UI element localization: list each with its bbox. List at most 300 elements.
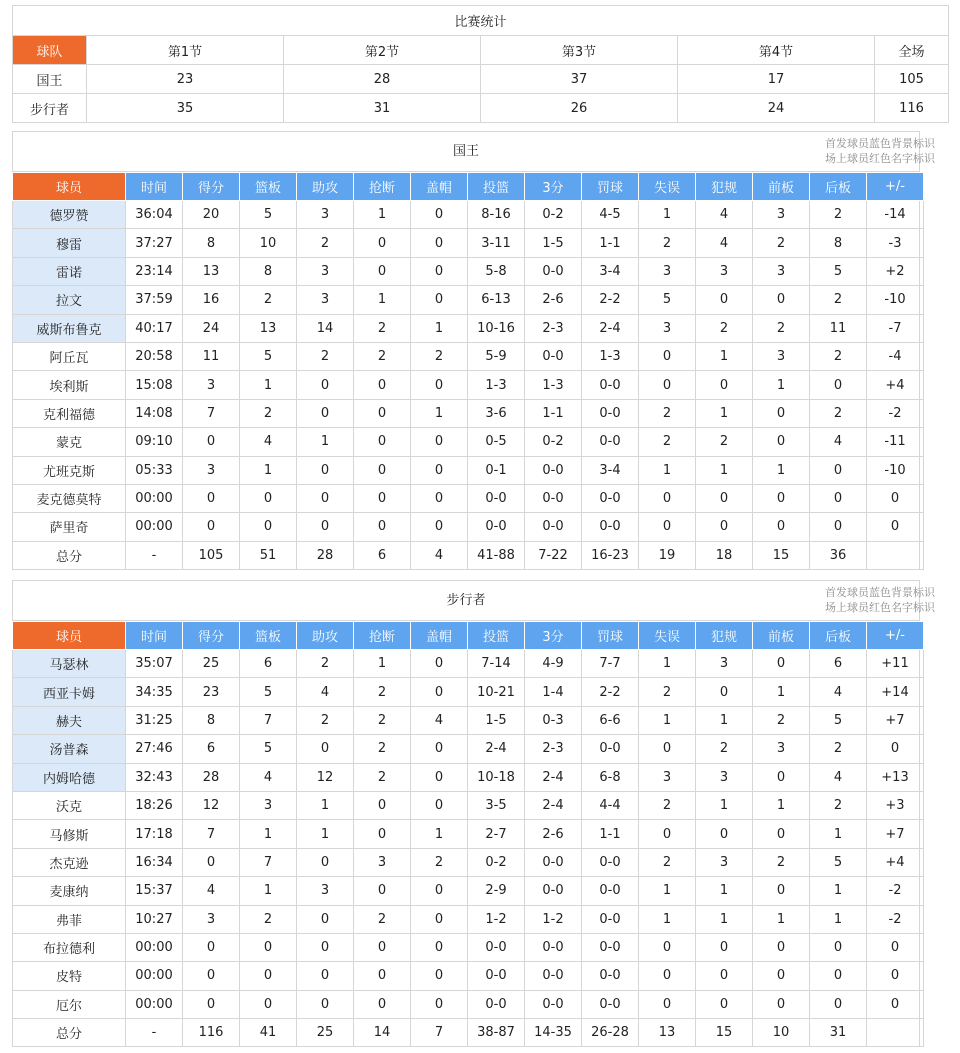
stat-cell: 7 (183, 820, 240, 848)
player-name: 麦康纳 (13, 877, 126, 905)
stat-cell: 0 (297, 933, 354, 961)
stat-cell: 0 (696, 933, 753, 961)
player-name: 马瑟林 (13, 650, 126, 678)
player-name: 汤普森 (13, 735, 126, 763)
stat-cell: 7 (240, 706, 297, 734)
stat-cell: 0 (297, 513, 354, 541)
summary-header-q4: 第4节 (678, 36, 875, 65)
summary-header-team: 球队 (13, 36, 87, 65)
player-name: 雷诺 (13, 257, 126, 285)
stat-cell: 0 (867, 990, 924, 1018)
stat-cell: -3 (867, 229, 924, 257)
stat-cell: 6-8 (582, 763, 639, 791)
stat-cell: 2 (354, 763, 411, 791)
total-label: 总分 (13, 541, 126, 569)
stat-cell: 0-0 (582, 428, 639, 456)
stat-cell: 1-3 (582, 342, 639, 370)
stat-cell: 0 (297, 735, 354, 763)
player-name: 德罗赞 (13, 201, 126, 229)
player-name: 埃利斯 (13, 371, 126, 399)
stat-cell: 0 (867, 513, 924, 541)
stat-cell: 0 (183, 933, 240, 961)
stat-cell: 5 (639, 286, 696, 314)
stat-cell: 8-16 (468, 201, 525, 229)
stat-cell: 3-5 (468, 791, 525, 819)
player-row (13, 342, 924, 370)
stat-cell: 0-0 (468, 990, 525, 1018)
stat-cell: 0 (411, 428, 468, 456)
stat-cell: 0-0 (525, 877, 582, 905)
stats-header-row (13, 173, 924, 201)
stat-cell: 3 (639, 257, 696, 285)
stat-cell: 2 (753, 314, 810, 342)
player-name: 拉文 (13, 286, 126, 314)
stat-cell: 3-4 (582, 257, 639, 285)
stat-cell: 4 (240, 763, 297, 791)
stat-cell: 0 (639, 342, 696, 370)
stat-cell: +14 (867, 678, 924, 706)
stat-cell: 15:37 (126, 877, 183, 905)
stat-cell: 0-0 (468, 962, 525, 990)
summary-team-name: 国王 (13, 65, 87, 94)
stat-cell: -14 (867, 201, 924, 229)
stat-cell: 2-4 (582, 314, 639, 342)
stat-cell: 11 (810, 314, 867, 342)
stat-cell: 0 (411, 905, 468, 933)
stat-cell: 2 (297, 650, 354, 678)
stat-cell: 0 (810, 933, 867, 961)
stat-cell: 1 (297, 820, 354, 848)
stat-cell: 0-3 (525, 706, 582, 734)
summary-cell: 35 (87, 94, 284, 123)
stat-cell: 5 (240, 735, 297, 763)
stat-cell: 0-0 (468, 513, 525, 541)
player-row (13, 735, 924, 763)
stat-cell: 4 (810, 763, 867, 791)
column-header: +/- (867, 173, 924, 201)
player-row (13, 257, 924, 285)
column-header: 篮板 (240, 622, 297, 650)
player-name: 克利福德 (13, 399, 126, 427)
stat-cell: 4 (696, 201, 753, 229)
stat-cell: 2 (354, 314, 411, 342)
stat-cell: 4 (810, 678, 867, 706)
total-cell: 51 (240, 541, 297, 569)
stat-cell: 0 (183, 962, 240, 990)
stat-cell: 0 (354, 820, 411, 848)
stat-cell: 3-4 (582, 456, 639, 484)
stat-cell: +11 (867, 650, 924, 678)
stat-cell: 16 (183, 286, 240, 314)
summary-cell: 116 (875, 94, 949, 123)
stat-cell: 0 (411, 286, 468, 314)
player-row (13, 820, 924, 848)
stat-cell: 4 (810, 428, 867, 456)
stat-cell: 4 (240, 428, 297, 456)
stat-cell: 1 (639, 650, 696, 678)
stat-cell: +7 (867, 820, 924, 848)
summary-cell: 28 (284, 65, 481, 94)
stat-cell: 0 (639, 990, 696, 1018)
stat-cell: +13 (867, 763, 924, 791)
stat-cell: 1 (639, 456, 696, 484)
legend-note (825, 136, 935, 166)
column-header: 前板 (753, 173, 810, 201)
stat-cell: 0 (411, 763, 468, 791)
total-cell: - (126, 541, 183, 569)
summary-header-q2: 第2节 (284, 36, 481, 65)
summary-title: 比赛统计 (13, 6, 949, 36)
total-cell: 14 (354, 1019, 411, 1047)
player-row (13, 456, 924, 484)
stat-cell: -4 (867, 342, 924, 370)
stat-cell: 2 (810, 342, 867, 370)
stat-cell: 3 (354, 848, 411, 876)
stat-cell: 0-0 (525, 848, 582, 876)
player-name: 杰克逊 (13, 848, 126, 876)
stat-cell: 10:27 (126, 905, 183, 933)
stat-cell: 2-2 (582, 678, 639, 706)
stat-cell: 12 (183, 791, 240, 819)
player-name: 马修斯 (13, 820, 126, 848)
player-name: 弗菲 (13, 905, 126, 933)
stat-cell: 6 (240, 650, 297, 678)
stat-cell: 5 (240, 201, 297, 229)
stat-cell: 1 (354, 201, 411, 229)
stat-cell: 15:08 (126, 371, 183, 399)
stat-cell: 2 (696, 428, 753, 456)
stat-cell: 2 (639, 229, 696, 257)
player-row (13, 905, 924, 933)
total-cell: 7-22 (525, 541, 582, 569)
stat-cell: 2 (639, 399, 696, 427)
player-name: 尤班克斯 (13, 456, 126, 484)
stat-cell: 0 (810, 456, 867, 484)
stat-cell: 1 (240, 820, 297, 848)
stat-cell: 0 (639, 962, 696, 990)
total-cell: 14-35 (525, 1019, 582, 1047)
stat-cell: 24 (183, 314, 240, 342)
stat-cell: 2-9 (468, 877, 525, 905)
column-header: 投篮 (468, 622, 525, 650)
stat-cell: 2-4 (525, 763, 582, 791)
stat-cell: 3 (639, 763, 696, 791)
stat-cell: 1 (240, 371, 297, 399)
stat-cell: 0-2 (525, 201, 582, 229)
total-row (13, 1019, 924, 1047)
column-header: 球员 (13, 173, 126, 201)
stat-cell: 6 (810, 650, 867, 678)
column-header: 3分 (525, 173, 582, 201)
stat-cell: 0-0 (468, 484, 525, 512)
stat-cell: 1 (753, 456, 810, 484)
stat-cell: 0 (867, 962, 924, 990)
stat-cell: 0 (354, 962, 411, 990)
stat-cell: 1 (753, 678, 810, 706)
summary-cell: 17 (678, 65, 875, 94)
stat-cell: 0-0 (582, 962, 639, 990)
stat-cell: 0 (411, 513, 468, 541)
stat-cell: -11 (867, 428, 924, 456)
stat-cell: 5 (810, 706, 867, 734)
stat-cell: 3 (753, 735, 810, 763)
stat-cell: 3 (297, 257, 354, 285)
player-row (13, 678, 924, 706)
stat-cell: 0-0 (582, 933, 639, 961)
player-row (13, 286, 924, 314)
stat-cell: 1 (696, 791, 753, 819)
player-name: 赫夫 (13, 706, 126, 734)
summary-cell: 24 (678, 94, 875, 123)
stat-cell: 0 (753, 650, 810, 678)
column-header: 犯规 (696, 173, 753, 201)
panel-header (13, 581, 935, 621)
stat-cell: 00:00 (126, 933, 183, 961)
stat-cell: 2 (297, 706, 354, 734)
stat-cell: 2 (354, 678, 411, 706)
stat-cell: 1-2 (468, 905, 525, 933)
column-header: 时间 (126, 173, 183, 201)
stat-cell: -2 (867, 399, 924, 427)
stat-cell: 1 (696, 399, 753, 427)
stat-cell: 0 (753, 513, 810, 541)
player-row (13, 484, 924, 512)
stat-cell: 3 (297, 877, 354, 905)
stat-cell: 0 (411, 257, 468, 285)
stat-cell: 12 (297, 763, 354, 791)
stat-cell: 00:00 (126, 990, 183, 1018)
stat-cell: 23 (183, 678, 240, 706)
player-row (13, 399, 924, 427)
stat-cell: 3 (639, 314, 696, 342)
stat-cell: 0 (354, 990, 411, 1018)
stat-cell: 2 (354, 735, 411, 763)
stat-cell: 0 (696, 286, 753, 314)
stat-cell: +4 (867, 371, 924, 399)
stats-header-row (13, 622, 924, 650)
total-cell: 36 (810, 541, 867, 569)
stat-cell: 2 (240, 286, 297, 314)
stat-cell: 0-0 (582, 905, 639, 933)
stat-cell: 1 (753, 371, 810, 399)
stat-cell: 3 (240, 791, 297, 819)
stat-cell: 2-3 (525, 735, 582, 763)
stat-cell: 0 (411, 201, 468, 229)
stat-cell: 0 (867, 735, 924, 763)
stat-cell: 0 (354, 428, 411, 456)
stat-cell: 3-11 (468, 229, 525, 257)
stat-cell: -10 (867, 456, 924, 484)
stat-cell: 1 (810, 877, 867, 905)
stat-cell: 1 (810, 820, 867, 848)
stat-cell: 10 (240, 229, 297, 257)
stat-cell: 7 (240, 848, 297, 876)
stat-cell: 0 (411, 456, 468, 484)
stat-cell: 31:25 (126, 706, 183, 734)
stat-cell: 0-0 (468, 933, 525, 961)
stat-cell: 3 (753, 201, 810, 229)
stat-cell: 0 (297, 848, 354, 876)
legend-note-starter: 首发球员蓝色背景标识 (825, 137, 935, 150)
player-row (13, 314, 924, 342)
stat-cell: 4 (411, 706, 468, 734)
stat-cell: 10-16 (468, 314, 525, 342)
stat-cell: 0 (696, 513, 753, 541)
stat-cell: 2 (810, 791, 867, 819)
stat-cell: 0-0 (582, 484, 639, 512)
stat-cell: 0 (411, 678, 468, 706)
team-stats-panel (12, 580, 935, 1047)
stat-cell: 1-3 (525, 371, 582, 399)
stat-cell: 0 (411, 962, 468, 990)
column-header: 抢断 (354, 173, 411, 201)
stat-cell: 0 (183, 848, 240, 876)
stat-cell: 0-0 (582, 990, 639, 1018)
stat-cell: 0-0 (525, 513, 582, 541)
stat-cell: 0 (753, 820, 810, 848)
stat-cell: 37:59 (126, 286, 183, 314)
column-header: 盖帽 (411, 622, 468, 650)
player-name: 蒙克 (13, 428, 126, 456)
stat-cell: 2 (639, 678, 696, 706)
summary-header-q3: 第3节 (481, 36, 678, 65)
stat-cell: 3 (696, 848, 753, 876)
stat-cell: 4 (696, 229, 753, 257)
stat-cell: 10-21 (468, 678, 525, 706)
stat-cell: 36:04 (126, 201, 183, 229)
stat-cell: 0 (753, 990, 810, 1018)
stat-cell: 1-1 (582, 229, 639, 257)
player-row (13, 848, 924, 876)
stat-cell: 14 (297, 314, 354, 342)
stat-cell: 1 (639, 706, 696, 734)
stat-cell: 3 (183, 456, 240, 484)
stat-cell: 1 (696, 706, 753, 734)
stat-cell: 0 (411, 735, 468, 763)
stat-cell: 28 (183, 763, 240, 791)
column-header: 时间 (126, 622, 183, 650)
stat-cell: 1 (696, 877, 753, 905)
legend-note (825, 585, 935, 615)
player-row (13, 229, 924, 257)
stat-cell: 7-14 (468, 650, 525, 678)
stat-cell: 1 (639, 877, 696, 905)
stat-cell: 0 (696, 820, 753, 848)
stat-cell: 1 (411, 399, 468, 427)
column-header: 后板 (810, 622, 867, 650)
player-row (13, 763, 924, 791)
stat-cell: 0 (411, 990, 468, 1018)
total-cell: 19 (639, 541, 696, 569)
stat-cell: 2-6 (525, 820, 582, 848)
player-row (13, 877, 924, 905)
column-header: 盖帽 (411, 173, 468, 201)
stat-cell: 0-0 (525, 456, 582, 484)
team-stats-panel (12, 131, 935, 570)
total-cell: 26-28 (582, 1019, 639, 1047)
column-header: 罚球 (582, 622, 639, 650)
stat-cell: 0 (753, 399, 810, 427)
column-header: 篮板 (240, 173, 297, 201)
stat-cell: 6 (183, 735, 240, 763)
stat-cell: 0 (753, 286, 810, 314)
total-cell: 41-88 (468, 541, 525, 569)
stat-cell: 20:58 (126, 342, 183, 370)
player-stats-table (12, 621, 924, 1047)
player-row (13, 962, 924, 990)
column-header: 助攻 (297, 622, 354, 650)
stat-cell: 5-9 (468, 342, 525, 370)
stat-cell: 1 (411, 820, 468, 848)
stat-cell: 0-0 (582, 848, 639, 876)
stat-cell: 0 (240, 990, 297, 1018)
stat-cell: 3 (753, 342, 810, 370)
stat-cell: 0 (639, 820, 696, 848)
stat-cell: 0 (354, 484, 411, 512)
stat-cell: +3 (867, 791, 924, 819)
stat-cell: 2-2 (582, 286, 639, 314)
stat-cell: 1 (354, 650, 411, 678)
stat-cell: 0 (354, 257, 411, 285)
stat-cell: 1 (753, 905, 810, 933)
stat-cell: 0 (411, 933, 468, 961)
stat-cell: 25 (183, 650, 240, 678)
stat-cell: 1-3 (468, 371, 525, 399)
summary-header-total: 全场 (875, 36, 949, 65)
summary-cell: 37 (481, 65, 678, 94)
stat-cell: 1-2 (525, 905, 582, 933)
player-name: 布拉德利 (13, 933, 126, 961)
stat-cell: 09:10 (126, 428, 183, 456)
stat-cell: 0 (354, 229, 411, 257)
total-cell (867, 541, 924, 569)
player-name: 内姆哈德 (13, 763, 126, 791)
stat-cell: 5-8 (468, 257, 525, 285)
stat-cell: 7 (183, 399, 240, 427)
player-name: 穆雷 (13, 229, 126, 257)
stat-cell: 3 (297, 201, 354, 229)
stat-cell: 0 (753, 763, 810, 791)
stat-cell: 3 (696, 763, 753, 791)
player-row (13, 201, 924, 229)
stat-cell: 20 (183, 201, 240, 229)
stat-cell: 2 (753, 229, 810, 257)
column-header: 投篮 (468, 173, 525, 201)
stat-cell: 0 (411, 371, 468, 399)
stat-cell: 3 (753, 257, 810, 285)
stat-cell: 0 (297, 990, 354, 1018)
stat-cell: 0-2 (525, 428, 582, 456)
stat-cell: 0 (354, 791, 411, 819)
stat-cell: 0 (753, 428, 810, 456)
team-title: 步行者 (446, 593, 486, 608)
stat-cell: 0 (810, 962, 867, 990)
stat-cell: 27:46 (126, 735, 183, 763)
stat-cell: 00:00 (126, 962, 183, 990)
player-row (13, 933, 924, 961)
total-label: 总分 (13, 1019, 126, 1047)
stat-cell: 13 (183, 257, 240, 285)
stat-cell: 2 (297, 229, 354, 257)
stat-cell: 4-4 (582, 791, 639, 819)
stat-cell: 16:34 (126, 848, 183, 876)
stat-cell: 5 (240, 342, 297, 370)
stat-cell: 0 (183, 428, 240, 456)
stat-cell: 0 (240, 513, 297, 541)
stat-cell: 2 (297, 342, 354, 370)
stat-cell: 2 (240, 399, 297, 427)
stat-cell: 2 (810, 399, 867, 427)
